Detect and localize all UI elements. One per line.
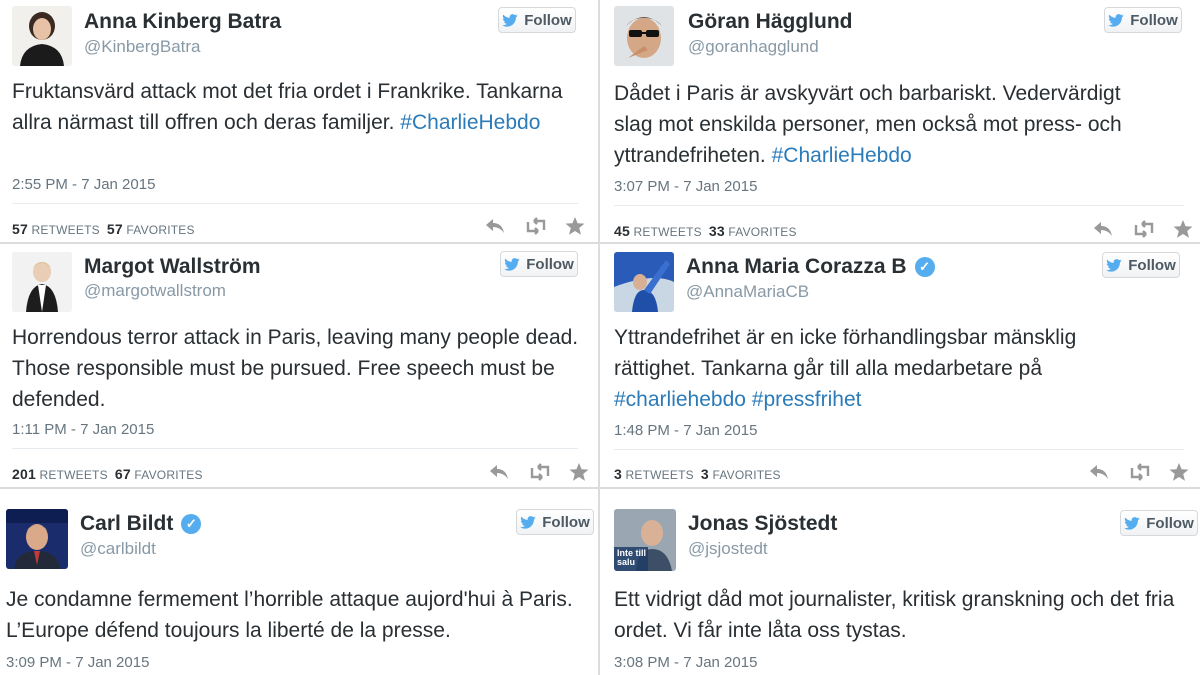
favorite-star-icon[interactable] <box>1168 462 1190 482</box>
twitter-bird-icon <box>502 14 518 27</box>
follow-button[interactable] <box>1102 252 1180 278</box>
retweet-count[interactable]: 45 <box>614 223 630 239</box>
favorite-count[interactable]: 57 <box>106 221 123 237</box>
tweet-card <box>0 244 598 487</box>
favorites-label: FAVORITES <box>134 468 203 482</box>
retweet-icon[interactable] <box>1128 462 1150 482</box>
tweet-actions <box>1088 462 1190 482</box>
twitter-bird-icon <box>504 258 520 271</box>
tweet-stats <box>614 466 781 482</box>
favorite-count[interactable]: 33 <box>708 223 725 239</box>
follow-label: Follow <box>1146 514 1194 532</box>
twitter-bird-icon <box>1106 259 1122 272</box>
favorites-label: FAVORITES <box>126 223 195 237</box>
follow-button[interactable] <box>500 251 578 277</box>
avatar[interactable] <box>614 509 676 571</box>
follow-button[interactable] <box>498 7 576 33</box>
follow-label: Follow <box>1130 11 1178 29</box>
retweet-icon[interactable] <box>528 462 550 482</box>
favorite-count[interactable]: 3 <box>700 466 709 482</box>
timestamp[interactable]: 3:08 PM - 7 Jan 2015 <box>614 654 758 671</box>
tweet-text: Fruktansvärd attack mot det fria ordet i Frankrike. Tankarna allra närmast till offren och deras familjer. #CharlieHebdo <box>12 80 563 134</box>
avatar[interactable] <box>614 6 674 66</box>
retweets-label: RETWEETS <box>625 468 694 482</box>
twitter-bird-icon <box>1124 517 1140 530</box>
tweet-actions <box>1092 219 1194 239</box>
favorite-star-icon[interactable] <box>1172 219 1194 239</box>
retweets-label: RETWEETS <box>39 468 108 482</box>
separator <box>12 203 578 204</box>
retweet-icon[interactable] <box>524 216 546 236</box>
retweet-icon[interactable] <box>1132 219 1154 239</box>
reply-icon[interactable] <box>488 462 510 482</box>
user-name[interactable]: Carl Bildt ✓ <box>80 512 201 536</box>
follow-label: Follow <box>524 11 572 29</box>
hashtag-link[interactable]: #CharlieHebdo <box>771 144 912 167</box>
timestamp[interactable]: 3:09 PM - 7 Jan 2015 <box>6 654 150 671</box>
favorites-label: FAVORITES <box>712 468 781 482</box>
avatar[interactable] <box>6 509 68 569</box>
user-handle[interactable]: @carlbildt <box>80 539 156 558</box>
tweet-text: Je condamne fermement l’horrible attaque aujord'hui à Paris. L’Europe défend toujours la liberté de la presse. <box>6 588 573 642</box>
verified-badge-icon: ✓ <box>915 257 935 277</box>
tweet-actions <box>484 216 586 236</box>
twitter-bird-icon <box>1108 14 1124 27</box>
favorite-count[interactable]: 67 <box>114 466 131 482</box>
avatar[interactable] <box>12 6 72 66</box>
timestamp[interactable]: 1:48 PM - 7 Jan 2015 <box>614 422 758 439</box>
tweet-stats <box>614 223 797 239</box>
timestamp[interactable]: 3:07 PM - 7 Jan 2015 <box>614 178 758 195</box>
tweet-card <box>600 244 1200 487</box>
avatar[interactable] <box>12 252 72 312</box>
tweet-card <box>600 489 1200 675</box>
follow-button[interactable] <box>516 509 594 535</box>
user-handle[interactable]: @margotwallstrom <box>84 281 226 300</box>
favorite-star-icon[interactable] <box>568 462 590 482</box>
tweet-stats <box>12 221 195 237</box>
follow-label: Follow <box>526 255 574 273</box>
retweet-count[interactable]: 3 <box>614 466 622 482</box>
reply-icon[interactable] <box>1092 219 1114 239</box>
user-name[interactable]: Anna Kinberg Batra <box>84 10 282 33</box>
favorites-label: FAVORITES <box>728 225 797 239</box>
retweet-count[interactable]: 201 <box>12 466 36 482</box>
user-name[interactable]: Margot Wallström <box>84 255 261 278</box>
retweet-count[interactable]: 57 <box>12 221 28 237</box>
twitter-bird-icon <box>520 516 536 529</box>
hashtag-link[interactable]: #CharlieHebdo <box>400 111 541 134</box>
retweets-label: RETWEETS <box>633 225 702 239</box>
favorite-star-icon[interactable] <box>564 216 586 236</box>
follow-label: Follow <box>1128 256 1176 274</box>
user-name[interactable]: Anna Maria Corazza B ✓ <box>686 255 935 279</box>
avatar[interactable] <box>614 252 674 312</box>
tweet-text: Horrendous terror attack in Paris, leaving many people dead. Those responsible must be pursued. Free speech must be defended. <box>12 326 579 411</box>
tweet-card <box>0 0 598 242</box>
avatar-caption: Inte till salu <box>617 548 646 567</box>
tweet-text: Yttrandefrihet är en icke förhandlingsbar mänsklig rättighet. Tankarna går till alla medarbetare på #charliehebdo #pressfrihet <box>614 326 1077 411</box>
reply-icon[interactable] <box>1088 462 1110 482</box>
user-handle[interactable]: @AnnaMariaCB <box>686 282 810 301</box>
separator <box>12 448 578 449</box>
hashtag-link[interactable]: #charliehebdo #pressfrihet <box>614 388 862 411</box>
user-name[interactable]: Göran Hägglund <box>688 10 853 33</box>
timestamp[interactable]: 1:11 PM - 7 Jan 2015 <box>12 421 155 438</box>
follow-label: Follow <box>542 513 590 531</box>
reply-icon[interactable] <box>484 216 506 236</box>
follow-button[interactable] <box>1104 7 1182 33</box>
follow-button[interactable] <box>1120 510 1198 536</box>
tweet-card <box>0 489 598 675</box>
tweet-stats <box>12 466 203 482</box>
user-name[interactable]: Jonas Sjöstedt <box>688 512 838 535</box>
tweet-text: Dådet i Paris är avskyvärt och barbariskt. Vedervärdigt slag mot enskilda personer, men också mot press- och yttrandefriheten. #CharlieHebdo <box>614 82 1122 167</box>
user-handle[interactable]: @KinbergBatra <box>84 37 201 56</box>
tweet-text: Ett vidrigt dåd mot journalister, kritisk granskning och det fria ordet. Vi får inte låta oss tystas. <box>614 588 1175 642</box>
user-handle[interactable]: @goranhagglund <box>688 37 819 56</box>
tweet-card <box>600 0 1200 242</box>
verified-badge-icon: ✓ <box>181 514 201 534</box>
timestamp[interactable]: 2:55 PM - 7 Jan 2015 <box>12 176 156 193</box>
separator <box>614 205 1184 206</box>
retweets-label: RETWEETS <box>31 223 100 237</box>
separator <box>614 449 1184 450</box>
tweet-actions <box>488 462 590 482</box>
user-handle[interactable]: @jsjostedt <box>688 539 768 558</box>
